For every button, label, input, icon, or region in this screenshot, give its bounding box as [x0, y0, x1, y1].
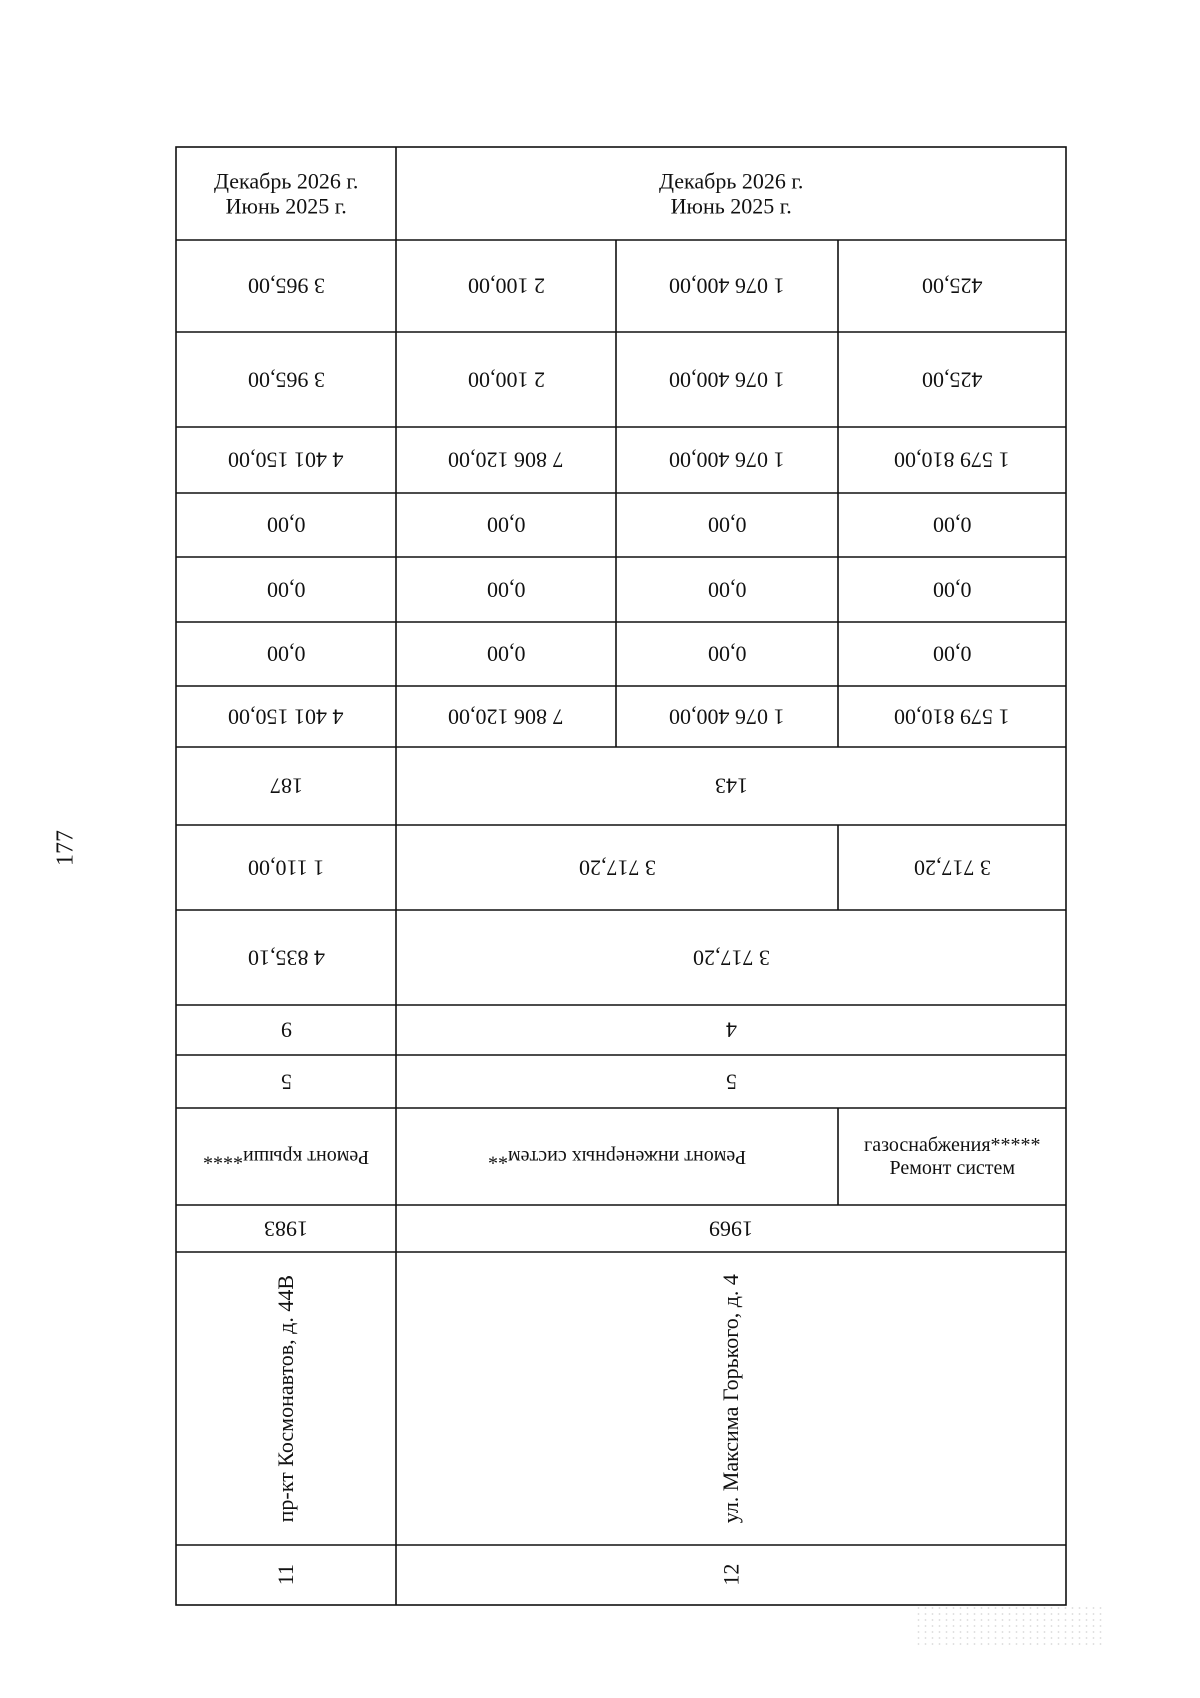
area-a-house-11: 1 110,00	[247, 855, 325, 881]
cost-b-house-12-col1: 2 100,00	[467, 367, 545, 393]
index-house-11: 11	[273, 1564, 299, 1586]
total-a-house-12-col3: 1 579 810,00	[894, 447, 1010, 473]
zero-2-col4: 0,00	[932, 577, 972, 603]
area-b-house-12: 3 717,20	[692, 945, 770, 971]
address-house-11: пр-кт Космонавтов, д. 44В	[273, 1274, 299, 1523]
zero-1-house-11: 0,00	[266, 512, 306, 538]
floors-house-11: 9	[280, 1017, 292, 1043]
total-b-house-12-col3: 1 579 810,00	[894, 704, 1010, 730]
zero-3-col4: 0,00	[932, 641, 972, 667]
index-house-12: 12	[718, 1563, 744, 1586]
zero-2-col3: 0,00	[707, 577, 747, 603]
zero-1-col3: 0,00	[707, 512, 747, 538]
zero-2-col2: 0,00	[486, 577, 526, 603]
page-number: 177	[52, 830, 79, 866]
residents-house-11: 187	[269, 773, 303, 799]
floors-house-12: 4	[725, 1017, 737, 1043]
cost-a-house-12-col3: 425,00	[921, 273, 983, 299]
year-house-11: 1983	[264, 1216, 308, 1242]
entrances-house-11: 5	[280, 1069, 292, 1095]
area-a-house-12-gas: 3 717,20	[913, 855, 991, 881]
zero-2-house-11: 0,00	[266, 577, 306, 603]
year-house-12: 1969	[709, 1216, 753, 1242]
work-type-house-12-gas: Ремонт систем газоснабжения*****	[863, 1133, 1041, 1179]
total-a-house-11: 4 401 150,00	[228, 447, 344, 473]
total-a-house-12-col2: 1 076 400,00	[669, 447, 785, 473]
cost-a-house-12-col1: 2 100,00	[467, 273, 545, 299]
address-house-12: ул. Максима Горького, д. 4	[718, 1273, 744, 1524]
cost-a-house-12-col2: 1 076 400,00	[669, 273, 785, 299]
zero-3-col3: 0,00	[707, 641, 747, 667]
total-b-house-11: 4 401 150,00	[228, 704, 344, 730]
zero-3-col2: 0,00	[486, 641, 526, 667]
period-house-12: Июнь 2025 г. Декабрь 2026 г.	[658, 168, 804, 219]
cost-b-house-12-col3: 425,00	[921, 367, 983, 393]
total-b-house-12-col2: 1 076 400,00	[669, 704, 785, 730]
zero-3-house-11: 0,00	[266, 641, 306, 667]
cost-b-house-12-col2: 1 076 400,00	[669, 367, 785, 393]
total-a-house-12-col1: 7 806 120,00	[448, 447, 564, 473]
work-type-house-11: Ремонт крыши****	[202, 1146, 370, 1168]
area-a-house-12-main: 3 717,20	[578, 855, 656, 881]
work-type-house-12-engineering: Ремонт инженерных систем**	[487, 1146, 747, 1168]
zero-1-col2: 0,00	[486, 512, 526, 538]
entrances-house-12: 5	[725, 1069, 737, 1095]
cost-b-house-11: 3 965,00	[247, 367, 325, 393]
period-house-11: Июнь 2025 г. Декабрь 2026 г.	[213, 168, 359, 219]
residents-house-12: 143	[714, 773, 748, 799]
cost-a-house-11: 3 965,00	[247, 273, 325, 299]
zero-1-col4: 0,00	[932, 512, 972, 538]
area-b-house-11: 4 835,10	[247, 945, 325, 971]
total-b-house-12-col1: 7 806 120,00	[448, 704, 564, 730]
